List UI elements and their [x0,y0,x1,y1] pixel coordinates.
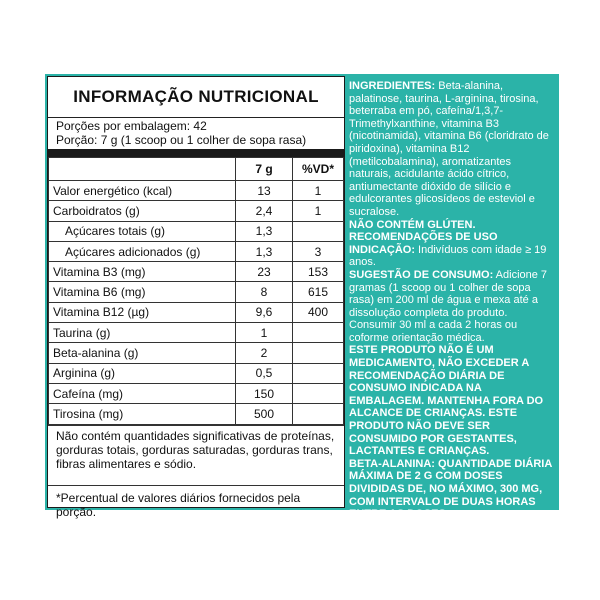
warning-text: ESTE PRODUTO NÃO É UM MEDICAMENTO, NÃO EXCEDER A RECOMENDAÇÃO DIÁRIA DE CONSUMO INDICADA NA EMBALAGEM. MANTENHA FORA DO ALCANCE DE CRIANÇAS. ESTE PRODUTO NÃO DEVE SER CONSUMIDO POR GESTANTES, LACTANTES E CRIANÇAS. [349,344,544,458]
nutrient-amount: 8 [236,282,293,302]
header-cell: %VD* [293,158,344,181]
nutrition-facts-panel [47,76,345,519]
table-row [49,404,344,424]
nutrient-name: Vitamina B6 (mg) [49,282,236,302]
ingredients-text: Beta-alanina, palatinose, taurina, L-arginina, tirosina, beterraba em pó, cafeína/1,3,7-Trimethylxanthine, vitamina B3 (nicotinamida), vitamina B6 (cloridrato de piridoxina), vitamina B12 (metilcobalamina), aromatizantes naturais, acidulante ácido cítrico, antiumectante dióxido de silício e edulcorantes glicosídeos de esteviol e sucralose. [349,80,549,218]
nutrient-vd: 615 [293,282,344,302]
vd-footnote: *Percentual de valores diários fornecidos pela porção. [48,485,344,524]
table-row [49,221,344,241]
nutrient-vd: 400 [293,302,344,322]
nutrient-vd: 1 [293,201,344,221]
nutrient-name: Valor energético (kcal) [49,181,236,201]
table-row [49,241,344,261]
nutrient-amount: 23 [236,262,293,282]
nutrient-vd [293,404,344,424]
suggestion-heading: SUGESTÃO DE CONSUMO: [349,268,494,281]
table-row [49,383,344,403]
table-row [49,201,344,221]
usage-block [349,231,555,269]
nutrient-vd [293,363,344,383]
beta-alanine-warning: BETA-ALANINA: QUANTIDADE DIÁRIA MÁXIMA DE 2 G COM DOSES DIVIDIDAS DE, NO MÁXIMO, 300 MG, COM INTERVALO DE DUAS HORAS ENTRE AS DOSES. [349,457,552,521]
nutrient-vd [293,343,344,363]
nutrient-name: Cafeína (mg) [49,383,236,403]
ingredients-heading: INGREDIENTES: [349,80,436,92]
insignificant-note: Não contém quantidades significativas de proteínas, gorduras totais, gorduras saturadas, gorduras trans, fibras alimentares e sódio. [48,425,344,485]
nutrient-amount: 2 [236,343,293,363]
table-row [49,181,344,201]
nutrient-amount: 1 [236,323,293,343]
nutrient-amount: 1,3 [236,241,293,261]
nutrient-name: Tirosina (mg) [49,404,236,424]
nutrient-amount: 1,3 [236,221,293,241]
nutrient-name: Carboidratos (g) [49,201,236,221]
nutrient-amount: 0,5 [236,363,293,383]
nutrient-amount: 150 [236,383,293,403]
nutrient-amount: 2,4 [236,201,293,221]
label-title: INFORMAÇÃO NUTRICIONAL [48,77,344,118]
nutrient-name: Beta-alanina (g) [49,343,236,363]
gluten-free: NÃO CONTÉM GLÚTEN. [349,218,476,231]
nutrient-vd: 3 [293,241,344,261]
header-cell [49,158,236,181]
nutrient-name: Taurina (g) [49,323,236,343]
nutrient-name: Arginina (g) [49,363,236,383]
header-cell: 7 g [236,158,293,181]
usage-heading: RECOMENDAÇÕES DE USO INDICAÇÃO: [349,231,498,256]
nutrient-vd: 1 [293,181,344,201]
nutrient-amount: 13 [236,181,293,201]
serving-info [48,118,344,149]
suggestion-text: Adicione 7 gramas (1 scoop ou 1 colher de sopa rasa) em 200 ml de água e mexa até a dissolução completa do produto. Consumir 30 ml a cada 2 horas ou coforme orientação médica. [349,268,548,344]
servings-per-package: Porções por embalagem: 42 [56,119,207,133]
serving-size: Porção: 7 g (1 scoop ou 1 colher de sopa rasa) [56,133,307,147]
nutrition-label [45,74,559,521]
table-row [49,343,344,363]
nutrient-name: Vitamina B12 (µg) [49,302,236,322]
nutrient-amount: 9,6 [236,302,293,322]
ingredients-panel [349,80,555,521]
nutrient-vd [293,323,344,343]
table-header-row [49,158,344,181]
nutrient-name: Vitamina B3 (mg) [49,262,236,282]
table-row [49,363,344,383]
nutrient-amount: 500 [236,404,293,424]
table-row [49,262,344,282]
nutrient-name: Açúcares adicionados (g) [49,241,236,261]
table-row [49,302,344,322]
table-row [49,282,344,302]
nutrient-vd: 153 [293,262,344,282]
thick-divider [48,149,344,157]
nutrition-table [48,157,344,425]
usage-text: Indivíduos com idade ≥ 19 anos. [349,243,547,269]
nutrient-vd [293,383,344,403]
nutrient-name: Açúcares totais (g) [49,221,236,241]
table-row [49,323,344,343]
nutrient-vd [293,221,344,241]
suggestion-block [349,269,555,345]
ingredients-block [349,80,555,219]
